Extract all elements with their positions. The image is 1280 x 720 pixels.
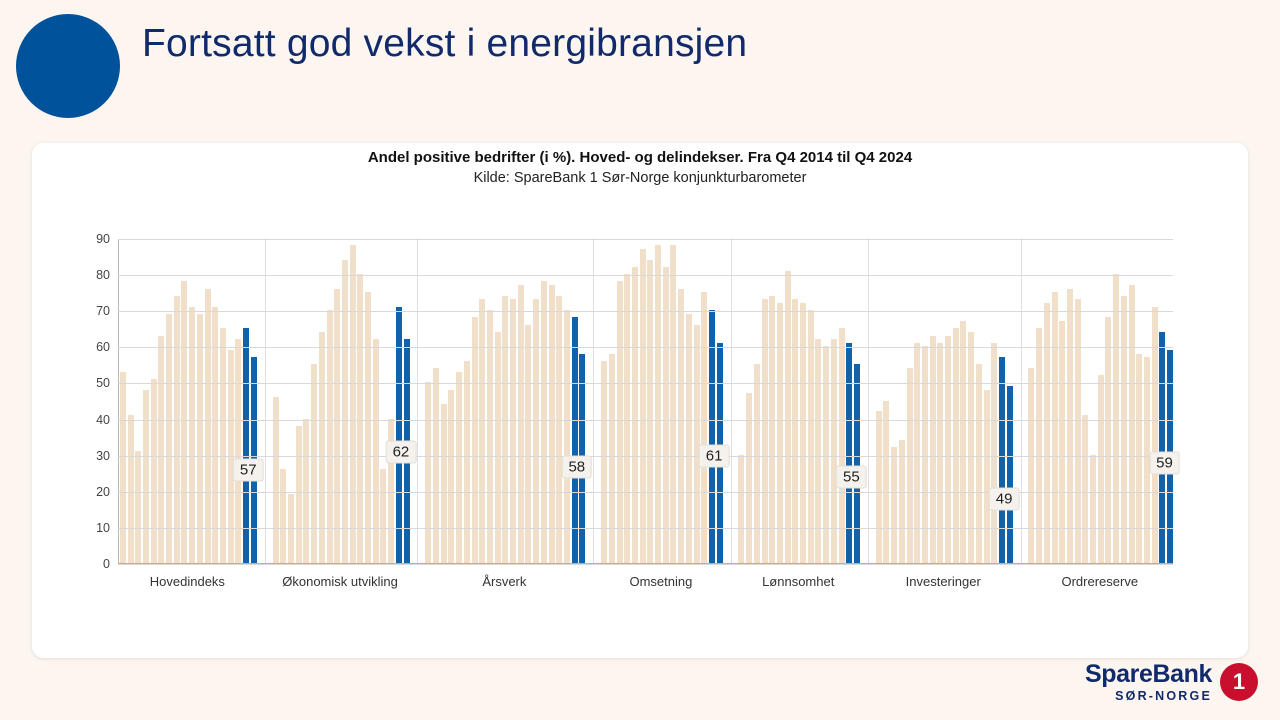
bar (425, 382, 431, 563)
x-axis-category-label: Omsetning (629, 574, 693, 589)
bar (350, 245, 356, 563)
logo-main-text: SpareBank (1084, 659, 1212, 688)
bar (549, 285, 555, 563)
bar (456, 372, 462, 563)
bar (158, 336, 164, 564)
bar (1028, 368, 1034, 563)
bar (876, 411, 882, 563)
bar (792, 299, 798, 563)
bar (181, 281, 187, 563)
y-axis-tick-label: 50 (96, 376, 110, 391)
bar (296, 426, 302, 563)
bar (235, 339, 241, 563)
bar (777, 303, 783, 563)
gridline (118, 239, 1173, 240)
value-callout: 55 (836, 466, 867, 489)
gridline (118, 564, 1173, 565)
gridline (118, 383, 1173, 384)
brand-circle-decoration (16, 14, 120, 118)
bar (785, 271, 791, 564)
chart-subtitle: Kilde: SpareBank 1 Sør-Norge konjunkturbarometer (473, 170, 807, 186)
x-axis-category-label: Hovedindeks (149, 574, 225, 589)
chart-title: Andel positive bedrifter (i %). Hoved- og delindekser. Fra Q4 2014 til Q4 2024 (367, 149, 913, 166)
bar-highlighted (396, 307, 402, 563)
bar (762, 299, 768, 563)
bar (373, 339, 379, 563)
group-separator (731, 238, 732, 563)
bar (899, 440, 905, 563)
bar (174, 296, 180, 563)
bar (1059, 321, 1065, 563)
gridline (118, 456, 1173, 457)
bar (472, 317, 478, 563)
bar (143, 390, 149, 563)
y-axis-tick-label: 0 (103, 557, 110, 571)
x-axis-category-label: Økonomisk utvikling (282, 574, 398, 589)
bar (380, 469, 386, 563)
bar (518, 285, 524, 563)
bar (891, 447, 897, 563)
bar (510, 299, 516, 563)
bar (831, 339, 837, 563)
bar (205, 289, 211, 563)
bar (1067, 289, 1073, 563)
bar (541, 281, 547, 563)
value-callout: 49 (989, 488, 1020, 511)
value-callout: 59 (1149, 451, 1180, 474)
bar-series (119, 239, 1173, 563)
bar (930, 336, 936, 564)
bar (670, 245, 676, 563)
gridline (118, 275, 1173, 276)
y-axis-tick-label: 60 (96, 340, 110, 355)
bar (1152, 307, 1158, 563)
bar (640, 249, 646, 563)
bar (601, 361, 607, 563)
bar (334, 289, 340, 563)
bar (976, 364, 982, 563)
page-title: Fortsatt god vekst i energibransjen (142, 22, 748, 65)
bar (984, 390, 990, 563)
bar (212, 307, 218, 563)
group-separator (417, 238, 418, 563)
bar (433, 368, 439, 563)
bar (678, 289, 684, 563)
bar (1105, 317, 1111, 563)
bar (937, 343, 943, 563)
gridline (118, 420, 1173, 421)
bar (800, 303, 806, 563)
chart-plot-wrapper (32, 143, 1248, 658)
bar (617, 281, 623, 563)
bar (1044, 303, 1050, 563)
x-axis-category-label: Ordrereserve (1061, 574, 1139, 589)
bar (197, 314, 203, 563)
bar (1075, 299, 1081, 563)
bar (907, 368, 913, 563)
bar (1129, 285, 1135, 563)
bar (311, 364, 317, 563)
bar (647, 260, 653, 563)
group-separator (1021, 238, 1022, 563)
bar-highlighted (999, 357, 1005, 563)
bar (365, 292, 371, 563)
x-axis-category-label: Årsverk (482, 574, 527, 589)
chart-plot-area (96, 232, 1173, 589)
bar (189, 307, 195, 563)
bar (754, 364, 760, 563)
bar (960, 321, 966, 563)
value-callout: 62 (386, 441, 417, 464)
y-axis-tick-label: 40 (96, 412, 110, 427)
gridline (118, 347, 1173, 348)
bar (556, 296, 562, 563)
group-separator (593, 238, 594, 563)
bar (701, 292, 707, 563)
bar (533, 299, 539, 563)
value-callout: 58 (561, 455, 592, 478)
bar (1052, 292, 1058, 563)
y-axis-tick-label: 30 (96, 448, 110, 463)
gridline (118, 528, 1173, 529)
bar (655, 245, 661, 563)
bar (280, 469, 286, 563)
bar (441, 404, 447, 563)
bar (448, 390, 454, 563)
sparebank-logo (1084, 659, 1258, 703)
bar (135, 451, 141, 563)
bar (945, 336, 951, 564)
bar (914, 343, 920, 563)
bar (502, 296, 508, 563)
logo-mark-icon: 1 (1220, 663, 1258, 701)
bar (479, 299, 485, 563)
logo-sub-text: SØR-NORGE (1115, 688, 1212, 703)
bar (273, 397, 279, 563)
logo-text (1084, 659, 1212, 703)
bar (738, 455, 744, 563)
bar (151, 379, 157, 563)
bar-highlighted (1007, 386, 1013, 563)
bar-highlighted (846, 343, 852, 563)
bar-highlighted (854, 364, 860, 563)
bar (769, 296, 775, 563)
bar (464, 361, 470, 563)
y-axis-tick-label: 10 (96, 520, 110, 535)
bar (128, 415, 134, 563)
y-axis-tick-label: 80 (96, 268, 110, 283)
bar (609, 354, 615, 563)
bar (342, 260, 348, 563)
bar (1136, 354, 1142, 563)
y-axis-tick-label: 20 (96, 484, 110, 499)
y-axis-tick-label: 90 (96, 232, 110, 246)
bar (686, 314, 692, 563)
bar (991, 343, 997, 563)
chart-card (32, 143, 1248, 658)
group-separator (265, 238, 266, 563)
value-callout: 61 (699, 444, 730, 467)
bar (815, 339, 821, 563)
bar (883, 401, 889, 564)
bar (1090, 455, 1096, 563)
value-callout: 57 (233, 459, 264, 482)
x-axis-category-label: Investeringer (905, 574, 981, 589)
bar (1082, 415, 1088, 563)
bar (166, 314, 172, 563)
bar (120, 372, 126, 563)
bar-highlighted (572, 317, 578, 563)
group-separator (868, 238, 869, 563)
bar (1121, 296, 1127, 563)
bar (1098, 375, 1104, 563)
x-axis-category-label: Lønnsomhet (762, 574, 835, 589)
gridline (118, 311, 1173, 312)
y-axis-tick-label: 70 (96, 304, 110, 319)
